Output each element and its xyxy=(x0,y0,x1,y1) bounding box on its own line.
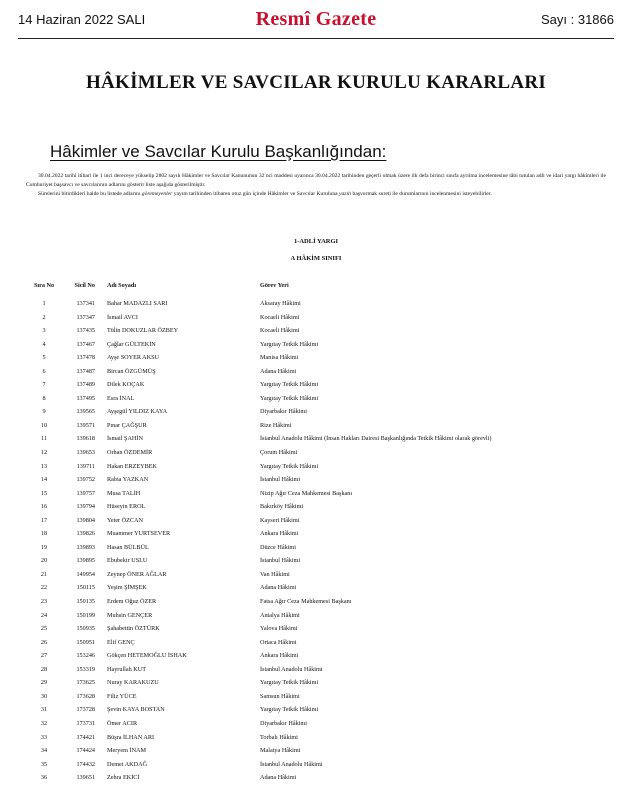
table-row xyxy=(0,758,632,772)
main-title: HÂKİMLER VE SAVCILAR KURULU KARARLARI xyxy=(85,72,547,93)
row-place: Diyarbakır Hâkimi xyxy=(260,719,307,727)
row-place: Düzce Hâkimi xyxy=(260,543,296,551)
row-number: 16 xyxy=(40,503,48,511)
row-sicil-no: 173625 xyxy=(76,679,95,687)
row-sicil-no: 139653 xyxy=(76,449,95,457)
row-place: Adana Hâkimi xyxy=(260,584,297,592)
row-sicil-no: 139565 xyxy=(76,408,95,416)
section-title: 1-ADLİ YARGI xyxy=(293,238,339,245)
row-number: 24 xyxy=(40,611,48,619)
row-number: 31 xyxy=(40,706,48,714)
gazette-title: Resmî Gazete xyxy=(255,8,377,30)
table-row xyxy=(0,703,632,717)
row-number: 7 xyxy=(42,381,46,389)
row-place: Diyarbakır Hâkimi xyxy=(260,408,307,416)
row-sicil-no: 150951 xyxy=(76,638,95,646)
header-sicil-no: Sicil No xyxy=(74,282,95,289)
row-sicil-no: 139804 xyxy=(76,516,95,524)
row-place: Ankara Hâkimi xyxy=(260,530,299,538)
row-sicil-no: 139794 xyxy=(76,503,95,511)
issue-number: Sayı : 31866 xyxy=(541,12,614,27)
row-number: 32 xyxy=(40,719,48,727)
row-number: 12 xyxy=(40,449,48,457)
intro-p2-part-a: Sürelerini bitirdikleri halde bu listede adlarını xyxy=(38,191,142,198)
row-sicil-no: 137467 xyxy=(76,340,95,348)
table-row xyxy=(0,297,632,311)
row-sicil-no: 149954 xyxy=(76,570,95,578)
row-name: Şahabettin ÖZTÜRK xyxy=(107,625,160,633)
table-row xyxy=(0,473,632,487)
row-place: Kayseri Hâkimi xyxy=(260,516,300,524)
row-sicil-no: 173731 xyxy=(76,719,95,727)
row-place: Kocaeli Hâkimi xyxy=(260,313,300,321)
row-place: Manisa Hâkimi xyxy=(260,354,299,362)
row-number: 26 xyxy=(40,638,48,646)
table-row xyxy=(0,595,632,609)
row-number: 34 xyxy=(40,747,48,755)
row-number: 3 xyxy=(42,327,46,335)
row-name: Gökçen HETEMOĞLU İSHAK xyxy=(107,652,187,660)
row-place: Yargıtay Tetkik Hâkimi xyxy=(260,706,319,714)
table-row xyxy=(0,432,632,446)
table-row xyxy=(0,527,632,541)
row-name: Hayrullah KUT xyxy=(107,665,147,673)
row-name: Dilek KOÇAK xyxy=(107,381,145,389)
institution-heading: Hâkimler ve Savcılar Kurulu Başkanlığından: xyxy=(50,142,387,161)
row-sicil-no: 153246 xyxy=(76,652,95,660)
row-place: Van Hâkimi xyxy=(260,570,290,578)
table-row xyxy=(0,744,632,758)
row-number: 35 xyxy=(40,760,48,768)
table-row xyxy=(0,622,632,636)
row-name: Musa TALİH xyxy=(107,489,141,497)
row-name: İsmail AVCI xyxy=(107,313,138,321)
row-number: 25 xyxy=(40,625,48,633)
row-name: Yeter ÖZCAN xyxy=(107,516,143,524)
row-place: Samsun Hâkimi xyxy=(260,692,300,700)
row-number: 2 xyxy=(42,313,46,321)
row-place: Ortaca Hâkimi xyxy=(260,638,297,646)
row-name: Yeşim ŞİMŞEK xyxy=(107,584,147,592)
header-sira-no: Sıra No xyxy=(33,282,55,289)
row-number: 27 xyxy=(40,652,48,660)
table-row xyxy=(0,446,632,460)
intro-paragraph-2 xyxy=(26,190,606,199)
table-row xyxy=(0,324,632,338)
header-date: 14 Haziran 2022 SALI xyxy=(18,12,146,27)
row-place: İstanbul Anadolu Hâkimi xyxy=(260,760,323,768)
row-name: Pınar ÇAĞŞUR xyxy=(107,421,147,429)
row-number: 22 xyxy=(40,584,48,592)
row-number: 5 xyxy=(42,354,46,362)
row-place: Antalya Hâkimi xyxy=(260,611,300,619)
row-number: 1 xyxy=(42,300,46,307)
table-row xyxy=(0,581,632,595)
intro-paragraph-1: 30.04.2022 tarihi itibari ile 1 inci dereceye yükselip 2802 sayılı Hâkimler ve Savcılar Kanununun 32 nci maddesi uyarınca 30.04.2022 tarihinden geçerli olmak üzere ilk defa birinci sınıfa ayrılma incelemesine tâbi tutulan adli ve idari yargı hâkimleri ile Cumhuriyet başsavcı ve savcılarının adlarını gösterir liste aşağıda gösterilmiştir. xyxy=(26,173,606,188)
intro-text xyxy=(26,172,606,200)
subsection-title: A HÂKİM SINIFI xyxy=(290,255,342,262)
row-place: İstanbul Anadolu Hâkimi xyxy=(260,665,323,673)
table-row xyxy=(0,636,632,650)
row-sicil-no: 150935 xyxy=(76,625,95,633)
table-row xyxy=(0,663,632,677)
row-name: Çağlar GÜLTEKİN xyxy=(107,340,156,348)
row-place: Fatsa Ağır Ceza Mahkemesi Başkanı xyxy=(260,598,352,606)
row-sicil-no: 139618 xyxy=(76,435,95,443)
row-sicil-no: 139711 xyxy=(76,462,95,470)
row-sicil-no: 137489 xyxy=(76,381,95,389)
row-name: Rabia YAZKAN xyxy=(107,476,149,484)
row-number: 4 xyxy=(42,340,46,348)
row-place: Yargıtay Tetkik Hâkimi xyxy=(260,340,319,348)
row-place: Yargıtay Tetkik Hâkimi xyxy=(260,462,319,470)
row-sicil-no: 137435 xyxy=(76,327,95,335)
row-sicil-no: 139893 xyxy=(76,543,95,551)
row-place: Yargıtay Tetkik Hâkimi xyxy=(260,394,319,402)
table-header xyxy=(0,282,632,292)
table-row xyxy=(0,405,632,419)
row-sicil-no: 137478 xyxy=(76,354,95,362)
row-number: 36 xyxy=(40,774,48,782)
row-sicil-no: 139757 xyxy=(76,489,95,497)
row-sicil-no: 139752 xyxy=(76,476,95,484)
row-sicil-no: 150199 xyxy=(76,611,95,619)
judge-list xyxy=(0,297,632,785)
intro-p2-part-b: yayım tarihinden itibaren otuz gün içinde Hâkimler ve Savcılar Kuruluna xyxy=(172,191,340,198)
row-name: Şevin KAYA BOSTAN xyxy=(107,706,165,714)
row-sicil-no: 139826 xyxy=(76,530,95,538)
row-name: Bircan ÖZGÜMÜŞ xyxy=(107,367,156,375)
intro-p2-italic: göremeyenler xyxy=(141,191,173,198)
table-row xyxy=(0,649,632,663)
row-sicil-no: 137495 xyxy=(76,394,95,402)
table-row xyxy=(0,731,632,745)
table-row xyxy=(0,487,632,501)
row-name: Esra İNAL xyxy=(107,394,135,402)
row-name: Meryem İNAM xyxy=(107,747,147,755)
row-sicil-no: 153319 xyxy=(76,665,95,673)
row-name: Muammer YURTSEVER xyxy=(107,530,171,538)
row-number: 9 xyxy=(42,408,46,416)
table-row xyxy=(0,541,632,555)
row-sicil-no: 174432 xyxy=(76,760,95,768)
row-place: Torbalı Hâkimi xyxy=(260,733,298,741)
row-place: Yalova Hâkimi xyxy=(260,625,298,633)
row-name: Büşra İLHAN ARI xyxy=(107,733,155,741)
header-place: Görev Yeri xyxy=(260,282,289,289)
page-header xyxy=(18,8,614,39)
row-sicil-no: 139571 xyxy=(76,421,95,429)
row-place: İstanbul Hâkimi xyxy=(260,476,301,484)
row-name: Elif GENÇ xyxy=(107,638,135,646)
table-row xyxy=(0,514,632,528)
row-sicil-no: 137341 xyxy=(76,300,95,307)
row-name: Zeynep ÖNER AĞLAR xyxy=(107,570,167,578)
table-row xyxy=(0,311,632,325)
row-place: Yargıtay Tetkik Hâkimi xyxy=(260,381,319,389)
row-name: Nuray KARAKUZU xyxy=(107,679,159,687)
table-row xyxy=(0,378,632,392)
table-row xyxy=(0,690,632,704)
table-row xyxy=(0,568,632,582)
row-number: 28 xyxy=(40,665,48,673)
row-sicil-no: 137487 xyxy=(76,367,95,375)
row-place: Bakırköy Hâkimi xyxy=(260,503,304,511)
row-number: 29 xyxy=(40,679,48,687)
row-place: Aksaray Hâkimi xyxy=(260,300,301,307)
row-name: Hasan BÜLBÜL xyxy=(107,543,149,551)
row-name: Muhsin GENÇER xyxy=(107,611,153,619)
row-name: Hüseyin EROL xyxy=(107,503,146,511)
row-name: Erdem Oğuz ÖZER xyxy=(107,598,157,606)
row-place: Adana Hâkimi xyxy=(260,367,297,375)
table-row xyxy=(0,392,632,406)
row-number: 15 xyxy=(40,489,48,497)
table-row xyxy=(0,365,632,379)
row-place: Malatya Hâkimi xyxy=(260,747,301,755)
row-place: İstanbul Hâkimi xyxy=(260,557,301,565)
row-place: Rize Hâkimi xyxy=(260,421,292,429)
row-place: İstanbul Anadolu Hâkimi (İnsan Hakları Dairesi Başkanlığında Tetkik Hâkimi olarak görevli) xyxy=(260,435,492,443)
row-number: 8 xyxy=(42,394,46,402)
row-number: 30 xyxy=(40,692,48,700)
row-place: Adana Hâkimi xyxy=(260,774,297,782)
row-name: Filiz YÜCE xyxy=(107,692,137,700)
row-sicil-no: 173728 xyxy=(76,706,95,714)
row-place: Çorum Hâkimi xyxy=(260,449,298,457)
row-sicil-no: 139895 xyxy=(76,557,95,565)
row-name: Ayşegül YILDIZ KAYA xyxy=(107,408,168,416)
header-name: Adı Soyadı xyxy=(107,282,137,289)
row-place: Nizip Ağır Ceza Mahkemesi Başkanı xyxy=(260,489,353,497)
row-name: Ömer ACIR xyxy=(107,719,138,727)
row-name: Demet AKDAĞ xyxy=(107,760,148,768)
row-number: 33 xyxy=(40,733,48,741)
row-name: İsmail ŞAHİN xyxy=(107,435,143,443)
table-row xyxy=(0,717,632,731)
row-number: 21 xyxy=(40,570,48,578)
table-row xyxy=(0,460,632,474)
row-number: 19 xyxy=(40,543,48,551)
row-number: 14 xyxy=(40,476,48,484)
row-number: 17 xyxy=(40,516,48,524)
row-name: Tülin DOKUZLAR ÖZBEY xyxy=(107,327,179,335)
row-name: Zehra EKİCİ xyxy=(107,774,140,782)
row-name: Ebubekir USLU xyxy=(107,557,148,565)
intro-p2-italic-2: yazılı xyxy=(339,191,352,198)
row-sicil-no: 150135 xyxy=(76,598,95,606)
table-row xyxy=(0,676,632,690)
row-number: 10 xyxy=(40,421,48,429)
row-number: 20 xyxy=(40,557,48,565)
row-sicil-no: 174424 xyxy=(76,747,95,755)
row-place: Ankara Hâkimi xyxy=(260,652,299,660)
row-place: Yargıtay Tetkik Hâkimi xyxy=(260,679,319,687)
row-name: Ayşe SOYER AKSU xyxy=(107,354,160,362)
table-row xyxy=(0,771,632,785)
row-number: 18 xyxy=(40,530,48,538)
row-number: 23 xyxy=(40,598,48,606)
intro-p2-part-c: başvurmak sureti ile durumlarının incelenmesini isteyebilirler. xyxy=(351,191,492,198)
table-row xyxy=(0,351,632,365)
table-row xyxy=(0,500,632,514)
row-number: 11 xyxy=(41,435,47,443)
row-place: Kocaeli Hâkimi xyxy=(260,327,300,335)
row-name: Orhan ÖZDEMİR xyxy=(107,449,153,457)
row-sicil-no: 173628 xyxy=(76,692,95,700)
row-name: Bahar MADAZLI SARI xyxy=(107,300,168,307)
row-number: 6 xyxy=(42,367,46,375)
table-row xyxy=(0,338,632,352)
row-sicil-no: 150115 xyxy=(76,584,95,592)
row-name: Hakan ERZEYBEK xyxy=(107,462,158,470)
row-sicil-no: 174421 xyxy=(76,733,95,741)
table-row xyxy=(0,554,632,568)
row-sicil-no: 139651 xyxy=(76,774,95,782)
table-row xyxy=(0,609,632,623)
row-sicil-no: 137347 xyxy=(76,313,95,321)
table-row xyxy=(0,419,632,433)
row-number: 13 xyxy=(40,462,48,470)
